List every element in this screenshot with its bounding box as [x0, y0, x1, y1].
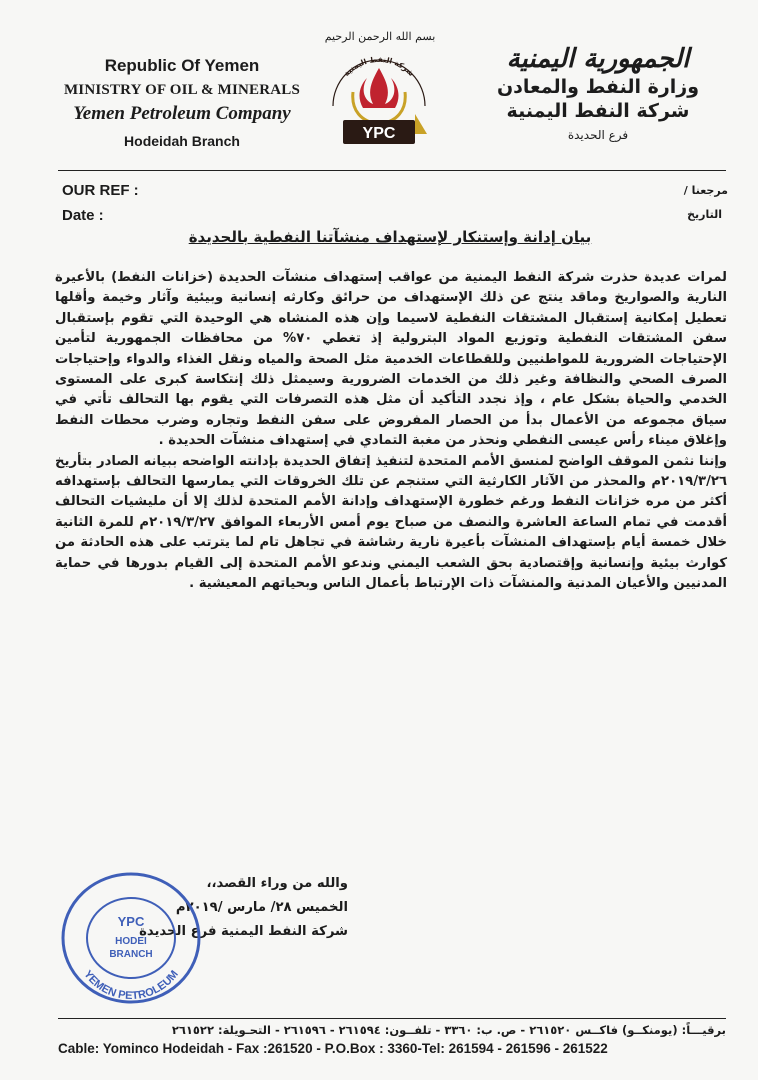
logo-wing	[415, 114, 427, 134]
footer-arabic: برقيـــاً: (يومنكــو) فاكــس ٢٦١٥٢٠ - ص. ب: ٣٣٦٠ - تلفــون: ٢٦١٥٩٤ - ٢٦١٥٩٦ - التحـويلة: ٢٦١٥٢٢	[171, 1023, 726, 1037]
letter-body	[55, 268, 727, 595]
stamp-branch-line-2: BRANCH	[109, 949, 153, 960]
flame-icon	[360, 68, 399, 108]
company-en: Yemen Petroleum Company	[73, 103, 291, 124]
branch-en: Hodeidah Branch	[124, 133, 240, 149]
ref-label-en: OUR REF :	[62, 182, 139, 199]
date-label-en: Date :	[62, 207, 104, 224]
closing-date: الخميس ٢٨/ مارس /٢٠١٩م	[175, 900, 348, 915]
company-logo	[323, 52, 435, 152]
closing-signatory: شركة النفط اليمنية فرع الحديدة	[139, 924, 348, 939]
letter-title: بيان إدانة وإستنكار لإستهداف منشآتنا النفطية بالحديدة	[188, 228, 592, 246]
country-ar: الجمهورية اليمنية	[506, 44, 690, 74]
body-paragraph-1: لمرات عديدة حذرت شركة النفط اليمنية من عواقب إستهداف منشآت الحديدة (خزانات النفط) بالأعيرة النارية والصواريخ وماقد ينتج عن ذلك الإستهداف من حرائق وكارثه إنسانية وبيئية وآثار وخيمة وأقلها تعطيل إمكانية إستقبال المشتقات النفطية لاسيما وإن هذه المنشاه هي الوحيدة التي تقوم بإستقبال سفن المشتقات النفطية وتوزيع المواد البترولية إذ تغطي ٧٠% من محافظات الجمهورية لتأمين الإحتياجات الضرورية للمواطنيين وللقطاعات الخدمية مثل الصحة والمياه ونقل الغذاء والدواء وإحتياجات الصرف الصحي والنظافة وغير ذلك من الخدمات الضرورية وسيمثل ذلك إنتكاسة كبرى على المستوى الخدمي والحياة بشكل عام ، وإذ نجدد التأكيد أن مثل هذه التصرفات التي يقوم بها التحالف تأتي في سياق مجموعه من الأعمال بدأ من الحصار المفروض على سفن النفط وتجاره وضرب محطات النفط وإغلاق ميناء رأس عيسى النفطي ونحذر من مغبة التمادي في إستهداف منشآت الحديدة .	[55, 270, 728, 449]
stamp-branch-line-1: HODEI	[115, 936, 147, 947]
header-english	[62, 56, 302, 149]
stamp-outer-text: YEMEN PETROLEUM	[81, 968, 181, 1003]
ministry-en: MINISTRY OF OIL & MINERALS	[63, 82, 301, 98]
country-en: Republic Of Yemen	[104, 56, 260, 75]
body-paragraph-2: وإننا نثمن الموقف الواضح لمنسق الأمم المتحدة لتنفيذ إتفاق الحديدة بإدانته الواضحه ببيانه الصادر بتأريخ ٢٠١٩/٣/٢٦م والمحذر من الآثار الكارثية التي ستنجم عن تلك الخروقات التي يمارسها التحالف بإستهدافه أكثر من مره خزانات النفط ورغم خطورة الإستهداف وإدانة الأمم المتحدة لذلك إلا أن مليشيات التحالف أقدمت في تمام الساعة العاشرة والنصف من صباح يوم أمس الأربعاء الموافق ٢٠١٩/٣/٢٧م للمرة الثانية خلال خمسة أيام بإستهداف المنشآت بأعيرة نارية رشاشة في تجاهل تام لما يترتب على هذه الحادثة من كوارث بيئية وإنسانية وإقتصادية بحق الشعب اليمني وندعو الأمم المتحدة إلى القيام بدورها في حماية المدنيين والأعيان المدنية والمنشآت ذات الإرتباط بأعمال الناس وبحياتهم المعيشية .	[55, 453, 727, 592]
company-ar: شركة النفط اليمنية	[506, 100, 690, 122]
official-stamp	[56, 868, 206, 1008]
basmala: بسم الله الرحمن الرحيم	[324, 30, 436, 43]
date-label-ar: التاريخ	[687, 208, 722, 221]
closing-phrase: والله من وراء القصد،،	[206, 876, 348, 891]
branch-ar: فرع الحديدة	[567, 128, 629, 142]
footer-divider	[58, 1018, 726, 1019]
stamp-center-text: YPC	[117, 914, 145, 929]
ministry-ar: وزارة النفط والمعادن	[496, 76, 700, 98]
footer-english: Cable: Yominco Hodeidah - Fax :261520 - P.O.Box : 3360-Tel: 261594 - 261596 - 261522	[58, 1041, 608, 1056]
header-divider	[58, 170, 726, 171]
logo-ypc-text: YPC	[362, 125, 396, 142]
logo-ring-text: شركة النفط اليمنية	[341, 54, 416, 79]
ref-label-ar: مرجعنا /	[683, 184, 728, 197]
header-arabic	[478, 44, 718, 142]
